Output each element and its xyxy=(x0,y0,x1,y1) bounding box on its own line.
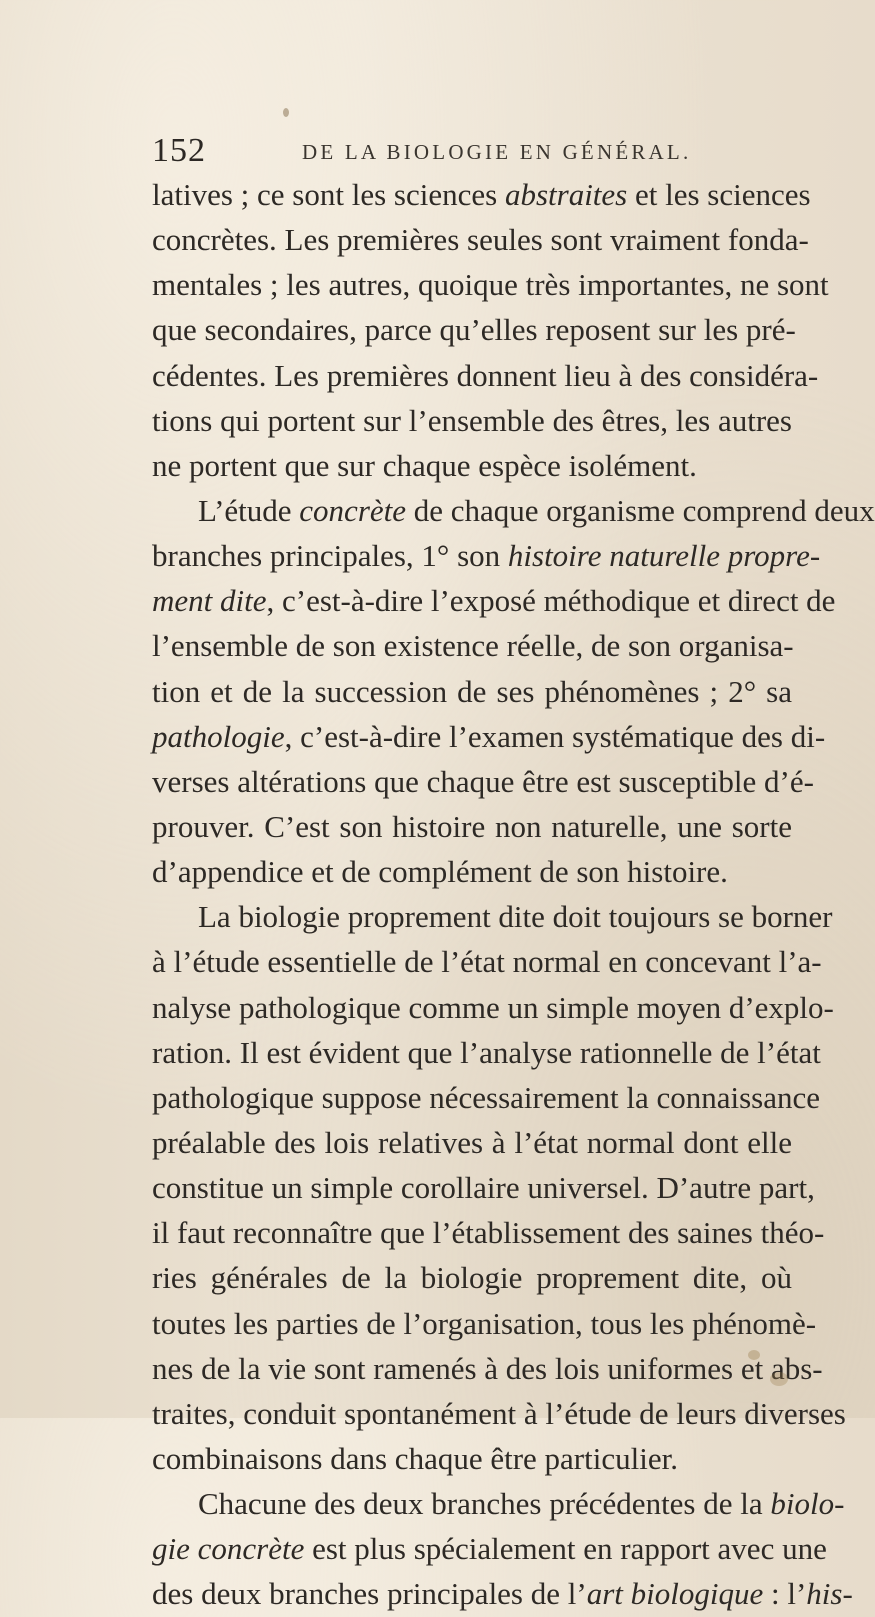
text-segment: des deux branches principales de l’ xyxy=(152,1576,587,1612)
text-segment: de chaque organisme comprend deux xyxy=(406,492,875,528)
text-segment: d’appendice et de complément de son histoire. xyxy=(152,854,728,890)
text-segment: l’ensemble de son existence réelle, de son organisa- xyxy=(152,628,794,664)
text-line xyxy=(152,623,792,668)
paper-speck xyxy=(283,108,289,117)
text-segment: traites, conduit spontanément à l’étude de leurs diverses xyxy=(152,1395,846,1431)
text-segment: cédentes. Les premières donnent lieu à des considéra- xyxy=(152,357,819,393)
text-segment: prouver. C’est son histoire non naturelle, une sorte xyxy=(152,808,792,844)
text-line xyxy=(152,939,822,984)
text-segment: ries générales de la biologie proprement dite, où xyxy=(152,1260,792,1296)
text-line xyxy=(152,307,796,352)
text-line xyxy=(152,1436,792,1481)
text-line xyxy=(152,849,792,894)
page-number: 152 xyxy=(152,132,206,169)
text-segment: latives ; ce sont les sciences xyxy=(152,177,505,212)
text-line xyxy=(152,804,792,849)
text-segment: et les sciences xyxy=(627,177,811,212)
italic-segment: concrète xyxy=(299,492,407,528)
text-segment: branches principales, 1° son xyxy=(152,538,508,574)
text-segment: , c’est-à-dire l’exposé méthodique et direct de xyxy=(266,583,836,619)
text-segment: tion et de la succession de ses phénomènes ; 2° sa xyxy=(152,673,792,709)
text-line xyxy=(152,1255,792,1300)
text-line xyxy=(152,398,792,443)
italic-segment: gie concrète xyxy=(152,1531,305,1567)
text-segment: pathologique suppose nécessairement la connaissance xyxy=(152,1079,820,1115)
text-segment: concrètes. Les premières seules sont vraiment fonda- xyxy=(152,222,809,258)
italic-segment: art biologique xyxy=(586,1576,764,1612)
text-line xyxy=(152,1391,846,1436)
text-line xyxy=(152,669,792,714)
text-line xyxy=(152,1120,792,1165)
text-line xyxy=(152,1481,845,1526)
text-segment: ration. Il est évident que l’analyse rationnelle de l’état xyxy=(152,1034,821,1070)
text-line xyxy=(152,353,819,398)
text-line xyxy=(152,1165,815,1210)
text-segment: combinaisons dans chaque être particulier. xyxy=(152,1440,678,1476)
text-line xyxy=(152,1030,821,1075)
text-line xyxy=(152,1210,825,1255)
text-line xyxy=(152,714,826,759)
text-segment: verses altérations que chaque être est susceptible d’é- xyxy=(152,763,814,799)
text-line xyxy=(152,759,814,804)
text-segment: nalyse pathologique comme un simple moyen d’explo- xyxy=(152,989,834,1025)
text-line xyxy=(152,262,829,307)
text-segment: à l’étude essentielle de l’état normal en concevant l’a- xyxy=(152,944,822,980)
text-line xyxy=(152,894,833,939)
text-segment: toutes les parties de l’organisation, tous les phénomè- xyxy=(152,1305,817,1341)
text-segment: : l’ xyxy=(763,1576,807,1612)
body-text xyxy=(152,172,875,1617)
italic-segment: his- xyxy=(806,1576,853,1612)
italic-segment: abstraites xyxy=(504,177,628,212)
text-segment: nes de la vie sont ramenés à des lois uniformes et abs- xyxy=(152,1350,823,1386)
text-line xyxy=(152,172,811,217)
italic-segment: histoire naturelle propre- xyxy=(507,538,821,574)
text-segment: il faut reconnaître que l’établissement des saines théo- xyxy=(152,1215,825,1251)
paper-speck xyxy=(770,1372,788,1386)
text-line xyxy=(152,217,809,262)
text-line xyxy=(152,578,836,623)
italic-segment: biolo- xyxy=(770,1486,845,1522)
text-line xyxy=(152,443,792,488)
text-segment: , c’est-à-dire l’examen systématique des di- xyxy=(284,718,826,754)
running-title: DE LA BIOLOGIE EN GÉNÉRAL. xyxy=(302,140,692,164)
text-line xyxy=(152,1346,823,1391)
text-line xyxy=(152,488,875,533)
text-segment: Chacune des deux branches précédentes de la xyxy=(198,1486,771,1522)
text-line xyxy=(152,1301,817,1346)
text-segment: tions qui portent sur l’ensemble des êtres, les autres xyxy=(152,402,792,438)
text-segment: préalable des lois relatives à l’état normal dont elle xyxy=(152,1124,792,1160)
text-segment: L’étude xyxy=(198,492,300,528)
paper-speck xyxy=(748,1350,760,1360)
text-segment: mentales ; les autres, quoique très importantes, ne sont xyxy=(152,267,829,303)
page-header xyxy=(152,126,752,170)
text-line xyxy=(152,1571,853,1616)
text-line xyxy=(152,533,821,578)
text-segment: La biologie proprement dite doit toujours se borner xyxy=(198,899,833,935)
italic-segment: pathologie xyxy=(152,718,285,754)
text-segment: que secondaires, parce qu’elles reposent sur les pré- xyxy=(152,312,796,348)
text-line xyxy=(152,985,834,1030)
text-segment: est plus spécialement en rapport avec une xyxy=(304,1531,827,1567)
text-line xyxy=(152,1526,827,1571)
text-segment: constitue un simple corollaire universel. D’autre part, xyxy=(152,1170,815,1206)
text-segment: ne portent que sur chaque espèce isolément. xyxy=(152,447,697,483)
italic-segment: ment dite xyxy=(152,583,267,619)
text-line xyxy=(152,1075,820,1120)
